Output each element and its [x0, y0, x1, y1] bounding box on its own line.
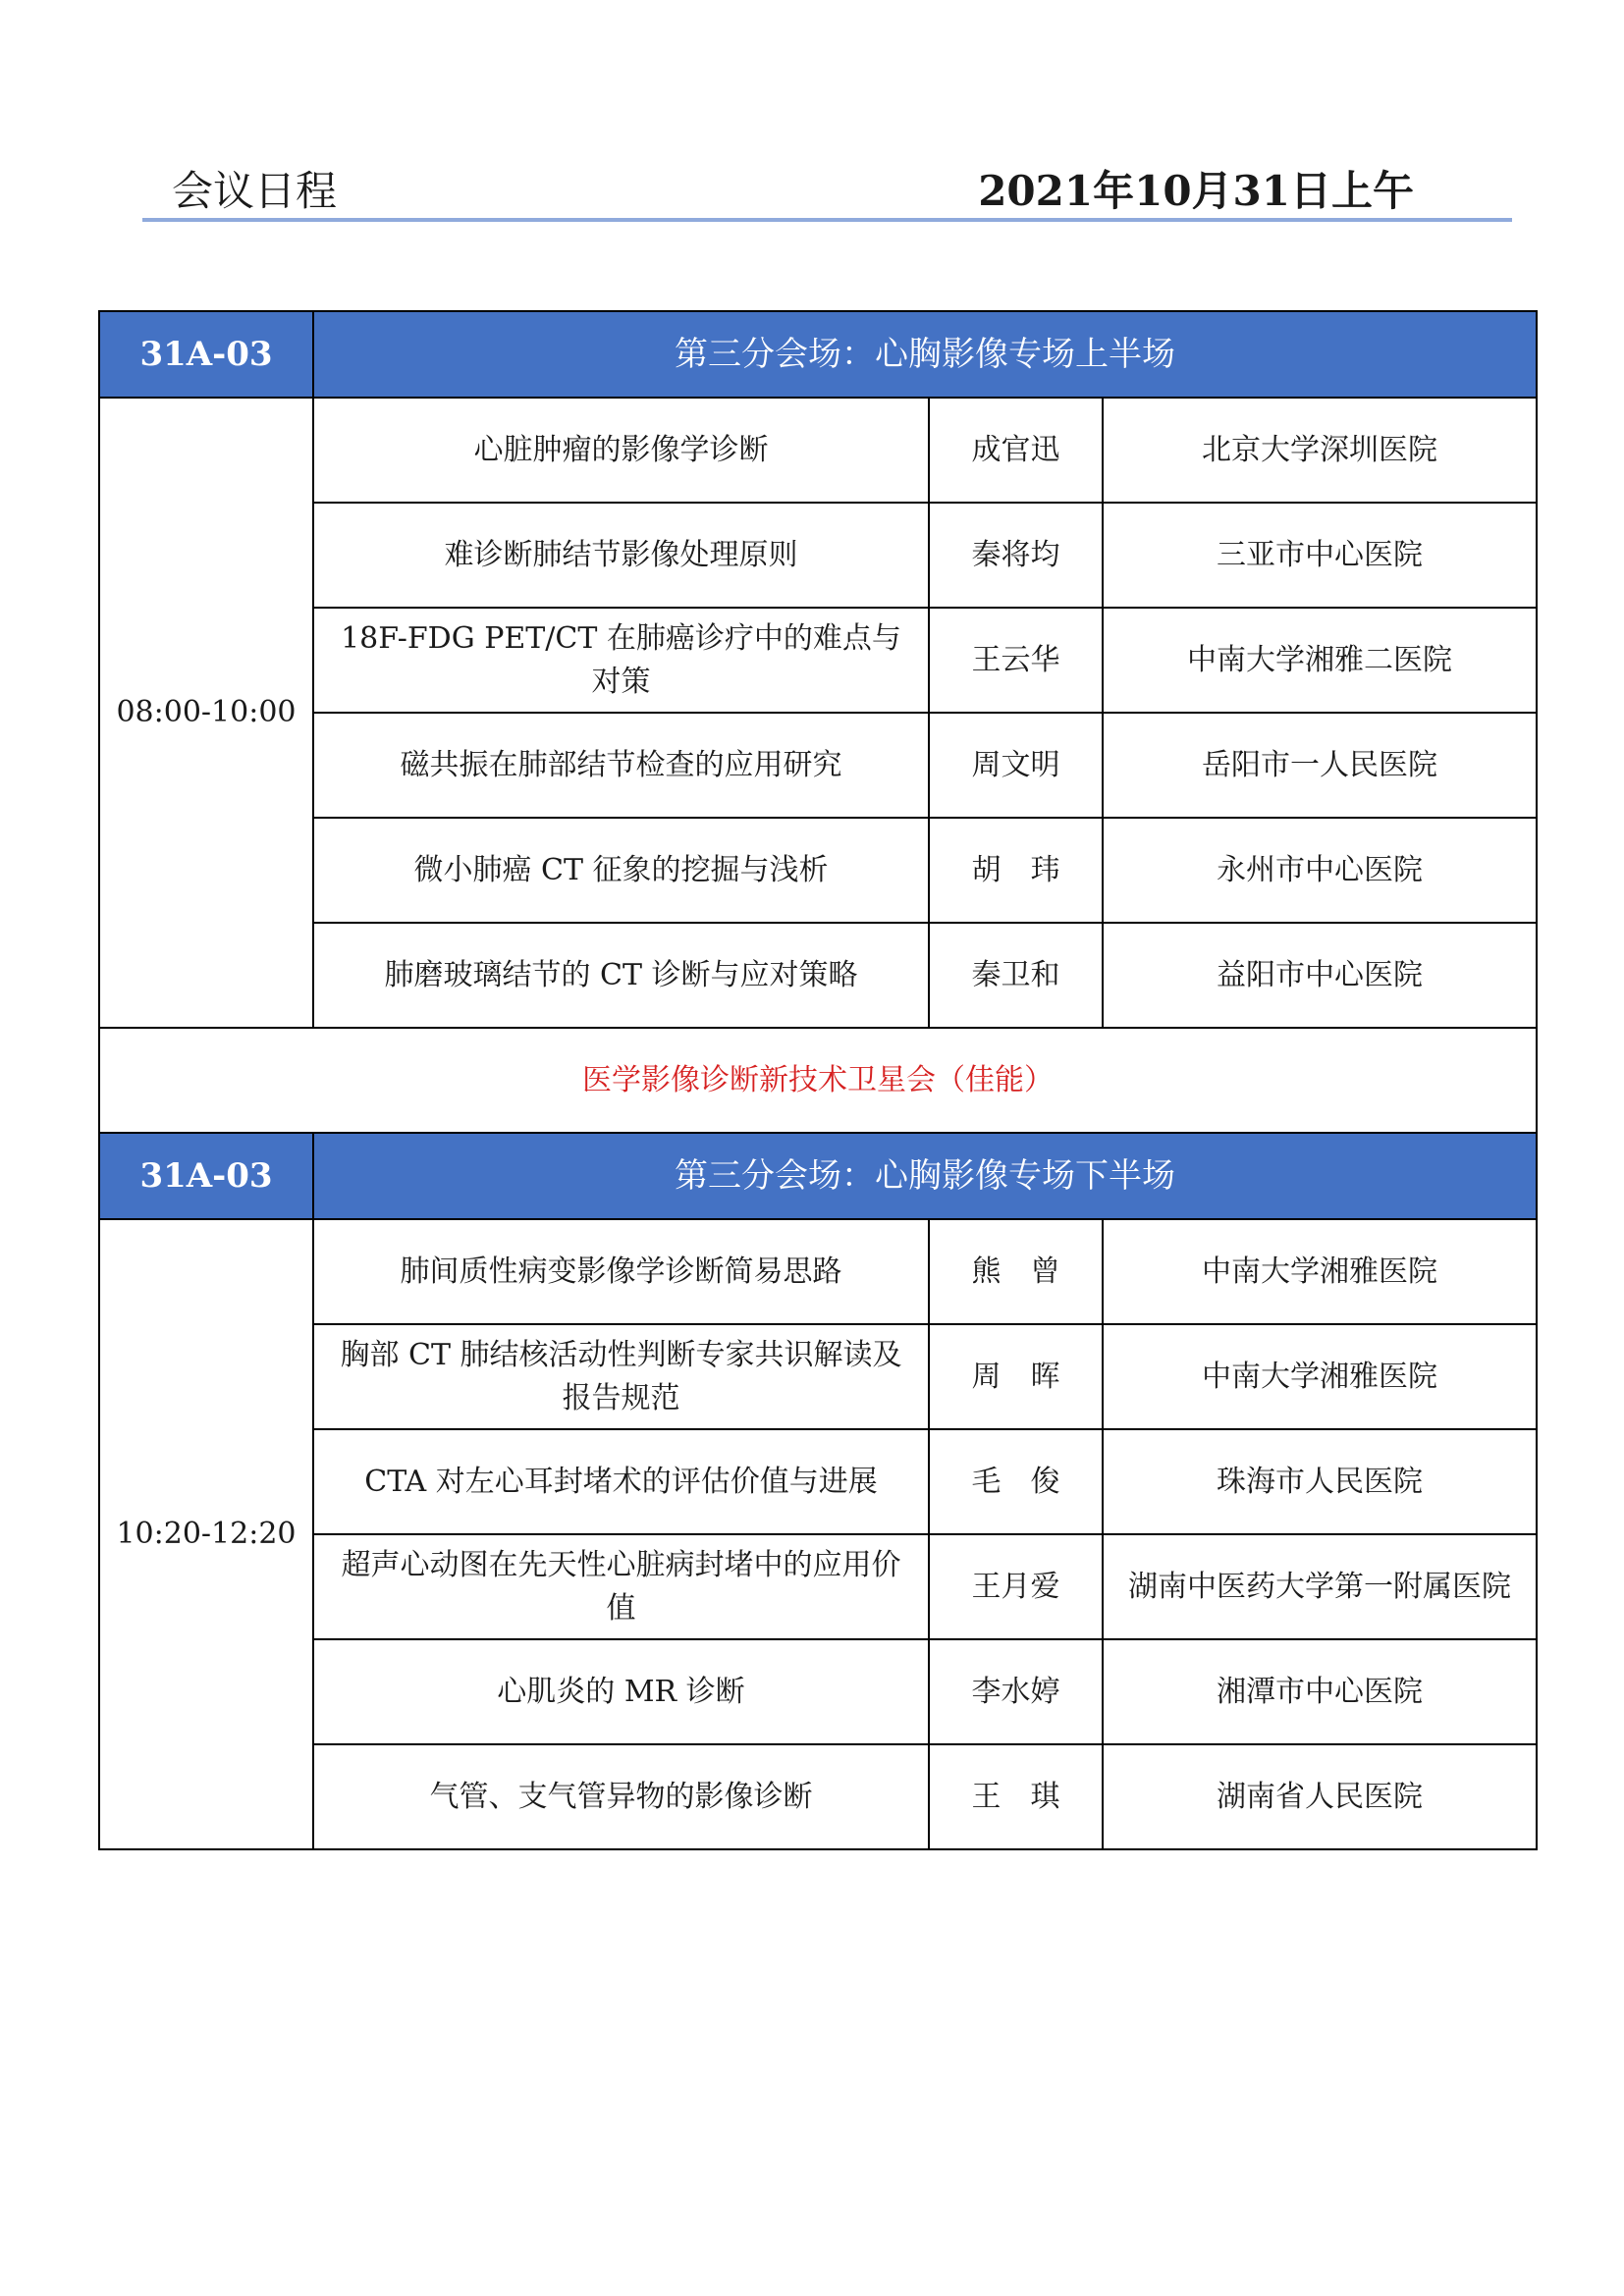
- table-row: [99, 1324, 1537, 1429]
- talk-topic: 难诊断肺结节影像处理原则: [313, 503, 929, 608]
- talk-topic: 微小肺癌 CT 征象的挖掘与浅析: [313, 818, 929, 923]
- talk-topic: CTA 对左心耳封堵术的评估价值与进展: [313, 1429, 929, 1534]
- talk-speaker: 成官迅: [929, 398, 1103, 503]
- talk-institution: 益阳市中心医院: [1103, 923, 1537, 1028]
- page-header: [142, 147, 1458, 226]
- talk-speaker: 周文明: [929, 713, 1103, 818]
- table-row: [99, 713, 1537, 818]
- table-row: [99, 503, 1537, 608]
- talk-speaker: 熊 曾: [929, 1219, 1103, 1324]
- talk-speaker: 胡 玮: [929, 818, 1103, 923]
- talk-institution: 湖南省人民医院: [1103, 1744, 1537, 1849]
- talk-speaker: 秦卫和: [929, 923, 1103, 1028]
- talk-institution: 中南大学湘雅医院: [1103, 1324, 1537, 1429]
- talk-institution: 北京大学深圳医院: [1103, 398, 1537, 503]
- talk-institution: 岳阳市一人民医院: [1103, 713, 1537, 818]
- talk-institution: 中南大学湘雅二医院: [1103, 608, 1537, 713]
- session-header: [99, 311, 1537, 398]
- talk-topic: 18F-FDG PET/CT 在肺癌诊疗中的难点与对策: [313, 608, 929, 713]
- table-row: [99, 608, 1537, 713]
- schedule-date: 2021年10月31日上午: [978, 167, 1414, 215]
- table-row: [99, 818, 1537, 923]
- agenda-table: [98, 310, 1538, 1850]
- talk-speaker: 李水婷: [929, 1639, 1103, 1744]
- table-row: [99, 923, 1537, 1028]
- table-row: [99, 1219, 1537, 1324]
- talk-speaker: 秦将均: [929, 503, 1103, 608]
- satellite-title: 医学影像诊断新技术卫星会（佳能）: [99, 1028, 1537, 1133]
- table-row: [99, 1534, 1537, 1639]
- talk-speaker: 王月爱: [929, 1534, 1103, 1639]
- talk-topic: 气管、支气管异物的影像诊断: [313, 1744, 929, 1849]
- talk-institution: 永州市中心医院: [1103, 818, 1537, 923]
- talk-speaker: 周 晖: [929, 1324, 1103, 1429]
- talk-speaker: 王云华: [929, 608, 1103, 713]
- talk-topic: 超声心动图在先天性心脏病封堵中的应用价值: [313, 1534, 929, 1639]
- document-title: 会议日程: [172, 167, 338, 215]
- talk-institution: 湖南中医药大学第一附属医院: [1103, 1534, 1537, 1639]
- session-code: 31A-03: [99, 1133, 313, 1219]
- talk-topic: 磁共振在肺部结节检查的应用研究: [313, 713, 929, 818]
- talk-institution: 珠海市人民医院: [1103, 1429, 1537, 1534]
- talk-topic: 心脏肿瘤的影像学诊断: [313, 398, 929, 503]
- session-header: [99, 1133, 1537, 1219]
- session-title: 第三分会场：心胸影像专场上半场: [313, 311, 1537, 398]
- talk-speaker: 王 琪: [929, 1744, 1103, 1849]
- talk-institution: 湘潭市中心医院: [1103, 1639, 1537, 1744]
- header-divider: [142, 218, 1512, 222]
- talk-institution: 中南大学湘雅医院: [1103, 1219, 1537, 1324]
- session-time: 10:20-12:20: [99, 1219, 313, 1849]
- talk-topic: 胸部 CT 肺结核活动性判断专家共识解读及报告规范: [313, 1324, 929, 1429]
- table-row: [99, 398, 1537, 503]
- talk-topic: 肺间质性病变影像学诊断简易思路: [313, 1219, 929, 1324]
- talk-topic: 心肌炎的 MR 诊断: [313, 1639, 929, 1744]
- table-row: [99, 1639, 1537, 1744]
- session-title: 第三分会场：心胸影像专场下半场: [313, 1133, 1537, 1219]
- talk-institution: 三亚市中心医院: [1103, 503, 1537, 608]
- session-time: 08:00-10:00: [99, 398, 313, 1028]
- table-row: [99, 1744, 1537, 1849]
- table-row: [99, 1429, 1537, 1534]
- talk-topic: 肺磨玻璃结节的 CT 诊断与应对策略: [313, 923, 929, 1028]
- session-code: 31A-03: [99, 311, 313, 398]
- talk-speaker: 毛 俊: [929, 1429, 1103, 1534]
- satellite-row: [99, 1028, 1537, 1133]
